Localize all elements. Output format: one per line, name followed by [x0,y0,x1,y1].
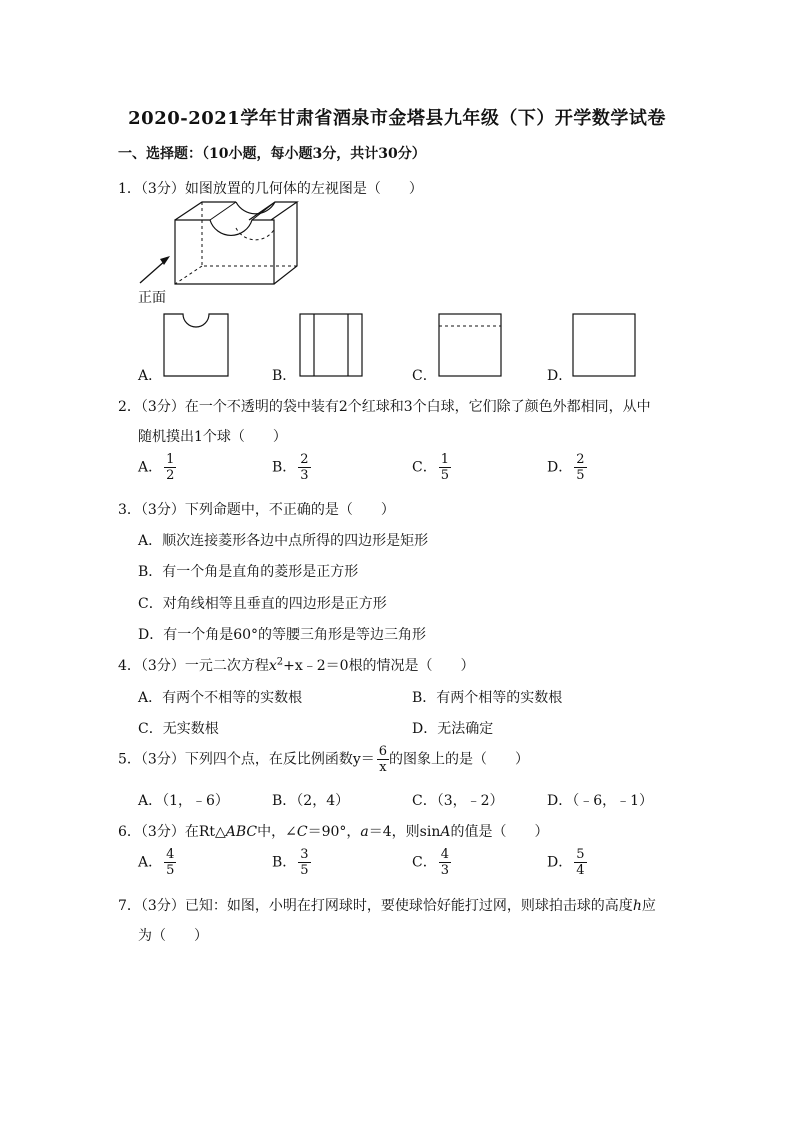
question-3-text: 3．（3分）下列命题中，不正确的是（ ） [118,502,395,518]
fraction [439,452,451,483]
q2-option-d [547,452,587,483]
question-5-text [118,744,529,775]
q3-option-c: C．对角线相等且垂直的四边形是正方形 [138,596,387,612]
fraction [164,847,176,878]
q4-equation-rest: +x﹣2＝0 [283,658,349,674]
section-heading: 一、选择题：（10小题，每小题3分，共计30分） [118,146,426,162]
question-6-text [118,821,548,841]
q6-option-a-label: A． [138,854,163,871]
q7-text: 应 [641,898,656,914]
q2-option-c [412,452,451,483]
q4-var-x: x [268,658,277,674]
q1-option-b-figure [299,313,365,379]
numerator: 1 [166,452,175,467]
fraction [574,847,586,878]
q2-option-c-label: C． [412,459,437,476]
question-2-line-2: 随机摸出1个球（ ） [138,429,287,445]
q1-option-c-label: C． [412,368,437,384]
q7-text: 7．（3分）已知：如图，小明在打网球时，要使球恰好能打过网，则球拍击球的高度 [118,898,633,914]
q4-option-a: A．有两个不相等的实数根 [138,690,303,706]
q2-option-b-label: B． [272,459,297,476]
numerator: 2 [300,452,309,467]
q4-option-d: D．无法确定 [412,721,494,737]
q5-option-d: D．（﹣6，﹣1） [547,793,654,809]
denominator: 5 [576,468,585,483]
page-title: 2020-2021学年甘肃省酒泉市金塔县九年级（下）开学数学试卷 [128,108,666,129]
numerator: 2 [576,452,585,467]
fraction [298,452,310,483]
q2-option-b [272,452,311,483]
question-7-line-1 [118,895,656,915]
q5-function: y＝ [352,751,375,768]
denominator: 3 [440,863,449,878]
denominator: x [379,760,387,775]
denominator: 4 [576,863,585,878]
q4-suffix: 根的情况是（ ） [348,658,475,674]
numerator: 5 [576,847,585,862]
q4-option-b: B．有两个相等的实数根 [412,690,563,706]
q6-angle: C [296,824,308,840]
q5-prefix: 5．（3分）下列四个点，在反比例函数 [118,751,353,768]
q2-option-d-label: D． [547,459,573,476]
q6-option-c [412,847,451,878]
q5-suffix: 的图象上的是（ ） [389,751,530,768]
q5-option-b: B．（2，4） [272,793,350,809]
q6-option-b [272,847,311,878]
question-2-line-1: 2．（3分）在一个不透明的袋中装有2个红球和3个白球，它们除了颜色外都相同，从中 [118,399,651,415]
q4-prefix: 4．（3分）一元二次方程 [118,658,269,674]
q4-option-c: C．无实数根 [138,721,219,737]
front-label: 正面 [138,290,166,306]
denominator: 5 [440,468,449,483]
q6-angle-a: A [440,824,451,840]
question-4-text [118,655,475,675]
q1-option-c-figure [438,313,504,379]
q6-option-c-label: C． [412,854,437,871]
q4-exponent: 2 [276,656,284,668]
q3-option-d: D．有一个角是60°的等腰三角形是等边三角形 [138,627,427,643]
q3-option-a: A．顺次连接菱形各边中点所得的四边形是矩形 [138,533,429,549]
q1-option-d-figure [572,313,638,379]
q7-var-h: h [632,898,642,914]
denominator: 3 [300,468,309,483]
q6-option-d-label: D． [547,854,573,871]
q6-text: 的值是（ ） [450,824,549,840]
fraction [298,847,310,878]
q6-option-b-label: B． [272,854,297,871]
q1-option-a-label: A． [138,368,163,384]
q6-side: a [360,824,369,840]
question-7-line-2: 为（ ） [138,928,208,944]
denominator: 2 [166,468,175,483]
q1-option-b-label: B． [272,368,297,384]
numerator: 1 [440,452,449,467]
fraction [439,847,451,878]
denominator: 5 [166,863,175,878]
denominator: 5 [300,863,309,878]
fraction [164,452,176,483]
q6-text: ＝90°， [307,824,361,840]
numerator: 4 [166,847,175,862]
q1-option-d-label: D． [547,368,573,384]
q6-text: 6．（3分）在Rt△ [118,824,226,840]
q6-option-a [138,847,176,878]
numerator: 3 [300,847,309,862]
q1-option-a-figure [163,313,229,379]
numerator: 6 [378,744,388,759]
numerator: 4 [440,847,449,862]
q6-text: ＝4，则sin [368,824,441,840]
q3-option-b: B．有一个角是直角的菱形是正方形 [138,564,359,580]
q2-option-a [138,452,176,483]
q5-option-a: A．（1，﹣6） [138,793,229,809]
fraction [574,452,586,483]
q6-triangle: ABC [225,824,258,840]
q2-option-a-label: A． [138,459,163,476]
q5-fraction [377,744,389,775]
q6-text: 中，∠ [257,824,297,840]
q5-option-c: C．（3，﹣2） [412,793,504,809]
q6-option-d [547,847,587,878]
question-1-text: 1．（3分）如图放置的几何体的左视图是（ ） [118,181,423,197]
